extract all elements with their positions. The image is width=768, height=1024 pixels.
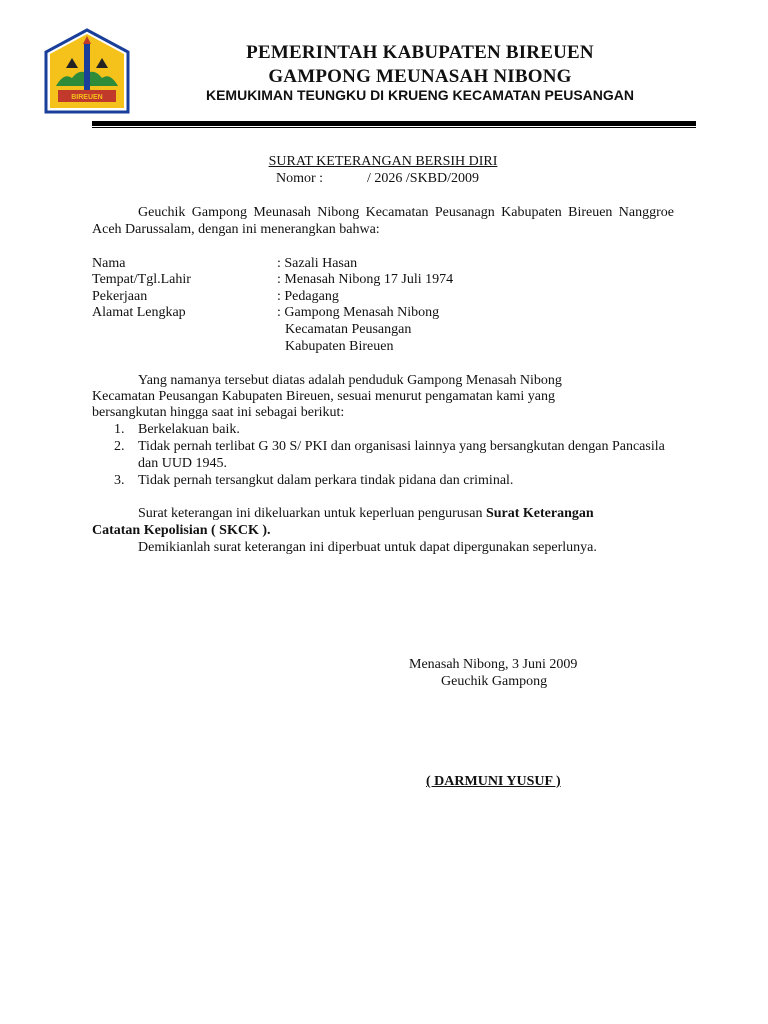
list-text: Berkelakuan baik. <box>138 422 240 437</box>
nomor-label: Nomor : <box>276 171 324 186</box>
list-text: Tidak pernah tersangkut dalam perkara tindak pidana dan criminal. <box>138 473 514 488</box>
letter-title: SURAT KETERANGAN BERSIH DIRI <box>268 154 498 169</box>
field-label-address: Alamat Lengkap <box>92 305 186 320</box>
field-label-name: Nama <box>92 256 126 271</box>
closing-sentence: Demikianlah surat keterangan ini diperbuat untuk dapat dipergunakan seperlunya. <box>138 540 597 555</box>
purpose-prefix: Surat keterangan ini dikeluarkan untuk keperluan pengurusan <box>138 506 483 521</box>
nomor-value: / 2026 /SKBD/2009 <box>367 171 480 186</box>
field-label-occupation: Pekerjaan <box>92 289 148 304</box>
header-village: GAMPONG MEUNASAH NIBONG <box>268 66 572 87</box>
header-divider <box>92 121 696 126</box>
list-number: 3. <box>114 473 125 488</box>
header-government: PEMERINTAH KABUPATEN BIREUEN <box>246 42 594 63</box>
body-line-2: Kecamatan Peusangan Kabupaten Bireuen, sesuai menurut pengamatan kami yang <box>92 389 556 404</box>
list-item <box>92 438 672 472</box>
field-label-birth: Tempat/Tgl.Lahir <box>92 272 191 287</box>
body-line-1: Yang namanya tersebut diatas adalah penduduk Gampong Menasah Nibong <box>138 373 562 388</box>
field-value-name: : Sazali Hasan <box>277 256 358 271</box>
list-text: Tidak pernah terlibat G 30 S/ PKI dan organisasi lainnya yang bersangkutan dengan Pancasila dan UUD 1945. <box>138 439 665 471</box>
statement-list <box>92 421 672 489</box>
list-item <box>92 421 672 438</box>
purpose-line-1 <box>138 505 594 522</box>
field-value-address: : Gampong Menasah Nibong <box>277 305 440 320</box>
purpose-bold-1: Surat Keterangan <box>485 506 594 521</box>
purpose-bold-2: Catatan Kepolisian ( SKCK ). <box>92 523 271 538</box>
opening-paragraph: Geuchik Gampong Meunasah Nibong Kecamatan Peusanagn Kabupaten Bireuen Nanggroe Aceh Darussalam, dengan ini menerangkan bahwa: <box>92 205 674 237</box>
header-subdistrict: KEMUKIMAN TEUNGKU DI KRUENG KECAMATAN PEUSANGAN <box>205 87 635 103</box>
field-value-address-line2: Kecamatan Peusangan <box>285 322 412 337</box>
list-number: 1. <box>114 422 125 437</box>
field-value-birth: : Menasah Nibong 17 Juli 1974 <box>277 272 454 287</box>
field-value-occupation: : Pedagang <box>277 289 339 304</box>
body-line-3: bersangkutan hingga saat ini sebagai berikut: <box>92 405 345 420</box>
place-date: Menasah Nibong, 3 Juni 2009 <box>409 657 578 672</box>
field-value-address-line3: Kabupaten Bireuen <box>285 339 394 354</box>
regency-logo <box>44 28 130 114</box>
header-divider-thin <box>92 127 696 128</box>
signatory-name: ( DARMUNI YUSUF ) <box>426 774 561 789</box>
signatory-position: Geuchik Gampong <box>441 674 548 689</box>
logo-text: BIREUEN <box>71 94 103 101</box>
list-item <box>92 472 672 489</box>
list-number: 2. <box>114 439 125 454</box>
